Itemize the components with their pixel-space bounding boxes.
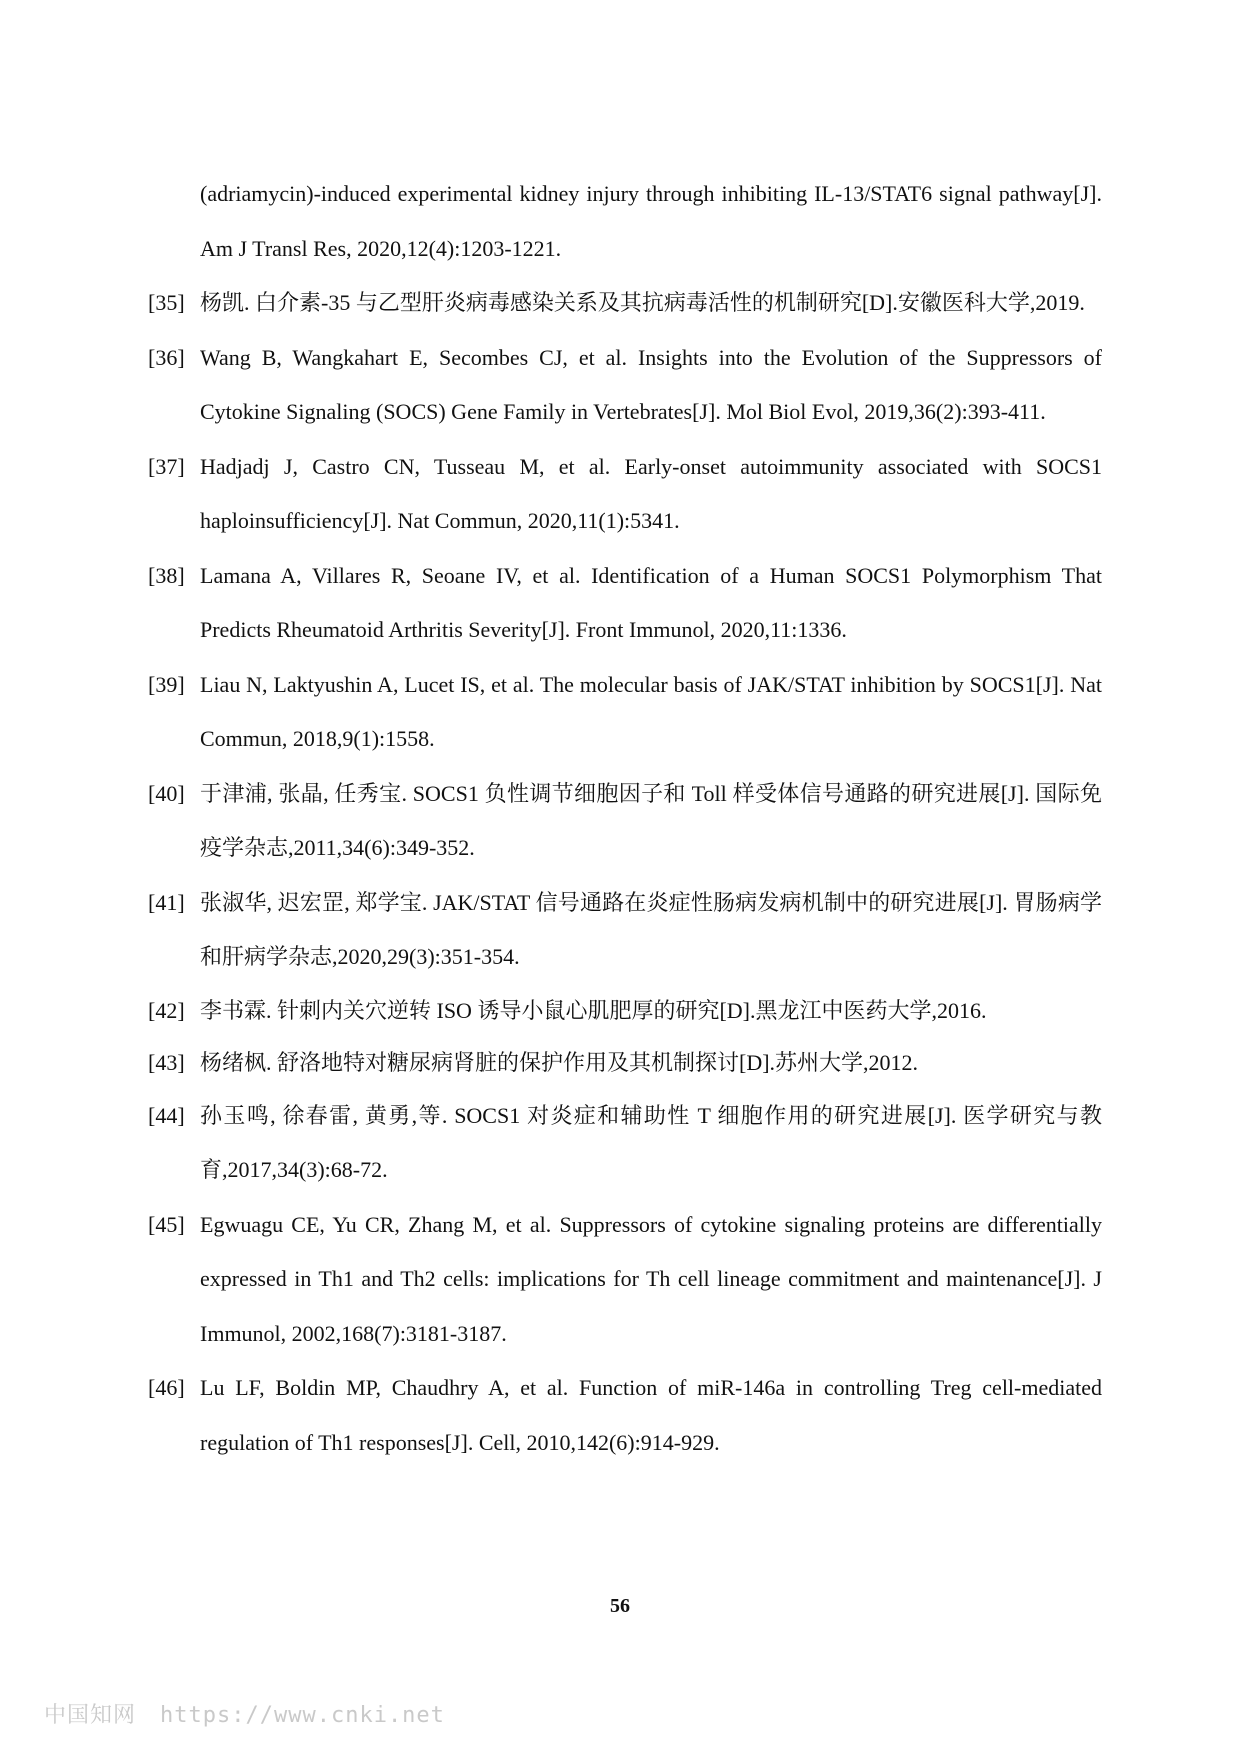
reference-number: [42] (148, 997, 185, 1023)
reference-number: [36] (148, 344, 185, 370)
reference-number: [43] (148, 1049, 185, 1075)
reference-item (148, 167, 1102, 276)
watermark-url: https://www.cnki.net (160, 1703, 445, 1728)
reference-item (148, 876, 1102, 985)
reference-text: 于津浦, 张晶, 任秀宝. SOCS1 负性调节细胞因子和 Toll 样受体信号通路的研究进展[J]. 国际免疫学杂志,2011,34(6):349-352. (200, 780, 1102, 860)
reference-item (148, 767, 1102, 876)
reference-text: 杨绪枫. 舒洛地特对糖尿病肾脏的保护作用及其机制探讨[D].苏州大学,2012. (200, 1049, 919, 1075)
reference-number: [44] (148, 1102, 185, 1128)
reference-item (148, 1089, 1102, 1198)
reference-item (148, 549, 1102, 658)
reference-text: Lu LF, Boldin MP, Chaudhry A, et al. Function of miR-146a in controlling Treg cell-mediated regulation of Th1 responses[J]. Cell, 2010,142(6):914-929. (200, 1375, 1102, 1455)
reference-item (148, 1361, 1102, 1470)
watermark (44, 1698, 445, 1729)
reference-item (148, 276, 1102, 331)
reference-text: 张淑华, 迟宏罡, 郑学宝. JAK/STAT 信号通路在炎症性肠病发病机制中的研究进展[J]. 胃肠病学和肝病学杂志,2020,29(3):351-354. (200, 889, 1102, 969)
reference-text: Hadjadj J, Castro CN, Tusseau M, et al. Early-onset autoimmunity associated with SOCS1 haploinsufficiency[J]. Nat Commun, 2020,11(1):5341. (200, 453, 1102, 533)
reference-item (148, 440, 1102, 549)
reference-item (148, 658, 1102, 767)
reference-text: Liau N, Laktyushin A, Lucet IS, et al. The molecular basis of JAK/STAT inhibition by SOCS1[J]. Nat Commun, 2018,9(1):1558. (200, 671, 1102, 751)
reference-number: [45] (148, 1211, 185, 1237)
reference-text: Wang B, Wangkahart E, Secombes CJ, et al. Insights into the Evolution of the Suppressors of Cytokine Signaling (SOCS) Gene Family in Vertebrates[J]. Mol Biol Evol, 2019,36(2):393-411. (200, 344, 1102, 424)
reference-text: 孙玉鸣, 徐春雷, 黄勇,等. SOCS1 对炎症和辅助性 T 细胞作用的研究进展[J]. 医学研究与教育,2017,34(3):68-72. (200, 1102, 1102, 1182)
reference-text: 李书霖. 针刺内关穴逆转 ISO 诱导小鼠心肌肥厚的研究[D].黑龙江中医药大学,2016. (200, 997, 987, 1023)
watermark-brand: 中国知网 (44, 1703, 137, 1728)
reference-text: Egwuagu CE, Yu CR, Zhang M, et al. Suppressors of cytokine signaling proteins are differentially expressed in Th1 and Th2 cells: implications for Th cell lineage commitment and maintenance[J]. J Immunol, 2002,168(7):3181-3187. (200, 1211, 1102, 1346)
reference-text: Lamana A, Villares R, Seoane IV, et al. Identification of a Human SOCS1 Polymorphism That Predicts Rheumatoid Arthritis Severity[J]. Front Immunol, 2020,11:1336. (200, 562, 1102, 642)
reference-item (148, 985, 1102, 1037)
reference-number: [37] (148, 453, 185, 479)
reference-number: [40] (148, 780, 185, 806)
reference-item (148, 1037, 1102, 1089)
page-number: 56 (610, 1595, 630, 1617)
reference-text: 杨凯. 白介素-35 与乙型肝炎病毒感染关系及其抗病毒活性的机制研究[D].安徽医科大学,2019. (200, 290, 1085, 315)
reference-number: [35] (148, 290, 185, 315)
reference-number: [39] (148, 671, 185, 697)
reference-list (148, 181, 1102, 1470)
reference-item (148, 331, 1102, 440)
reference-item (148, 1198, 1102, 1362)
reference-number: [46] (148, 1375, 185, 1400)
reference-number: [38] (148, 562, 185, 588)
reference-text: (adriamycin)-induced experimental kidney injury through inhibiting IL-13/STAT6 signal pathway[J]. Am J Transl Res, 2020,12(4):1203-1221. (200, 181, 1102, 261)
reference-number: [41] (148, 889, 185, 915)
